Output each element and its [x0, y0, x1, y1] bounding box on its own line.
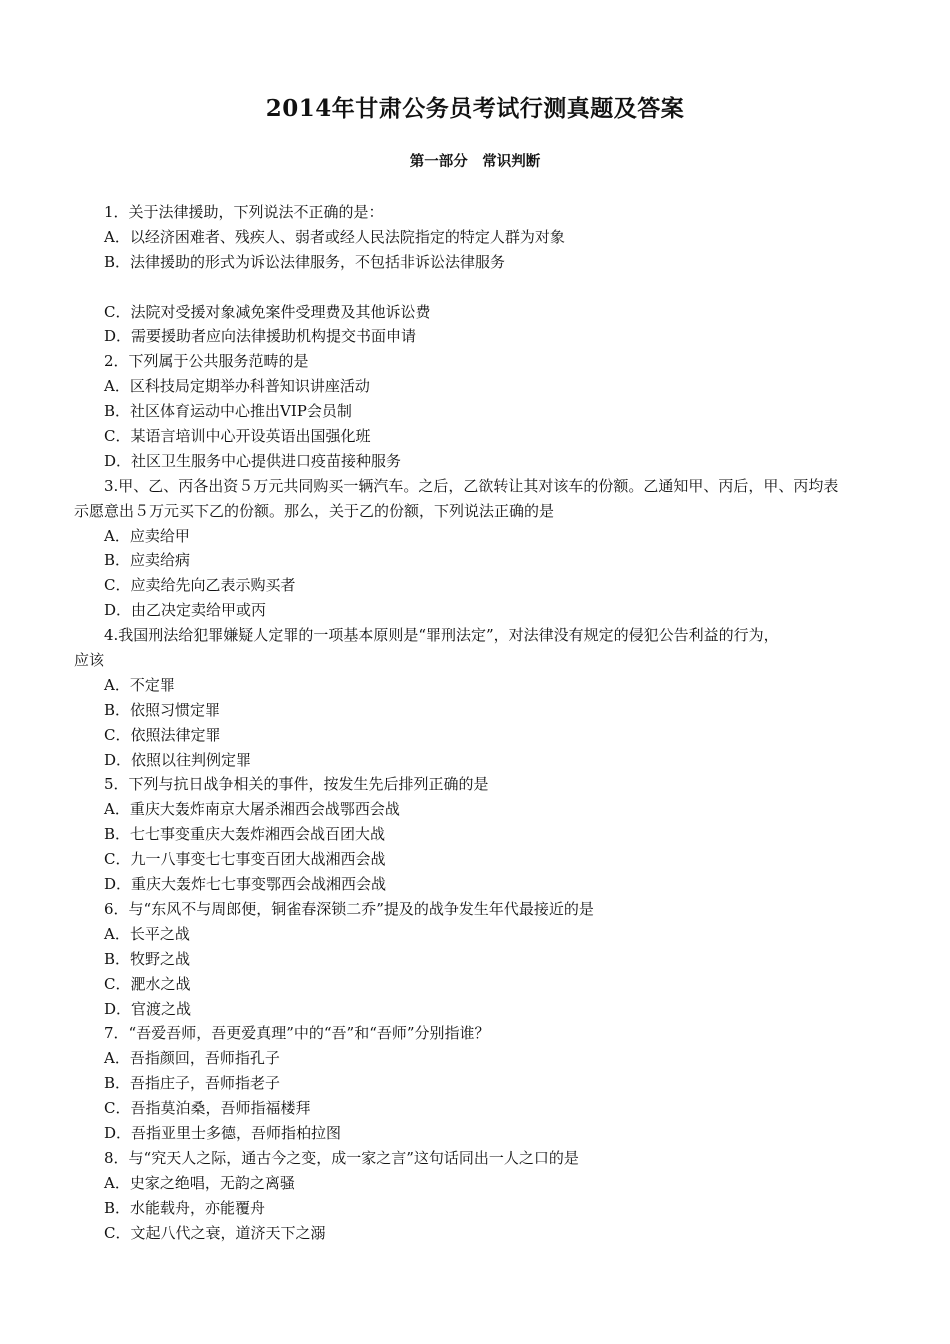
question-8-option-a: A．史家之绝唱，无韵之离骚	[104, 1173, 295, 1192]
question-3-option-a: A．应卖给甲	[104, 526, 190, 545]
question-1-option-c: C．法院对受援对象减免案件受理费及其他诉讼费	[104, 302, 431, 321]
question-6-option-a: A．长平之战	[104, 924, 190, 943]
question-4-stem-line-2: 应该	[74, 651, 105, 670]
question-6-option-d: D．官渡之战	[104, 999, 192, 1018]
question-2-stem: 2．下列属于公共服务范畴的是	[104, 352, 309, 371]
document-title: 2014年甘肃公务员考试行测真题及答案	[265, 95, 685, 122]
question-7-option-a: A．吾指颜回，吾师指孔子	[104, 1049, 280, 1068]
question-4-option-b: B．依照习惯定罪	[104, 700, 221, 719]
question-2-option-c: C．某语言培训中心开设英语出国强化班	[104, 427, 371, 446]
question-5-option-c: C．九一八事变七七事变百团大战湘西会战	[104, 850, 386, 869]
question-3-option-d: D．由乙决定卖给甲或丙	[104, 601, 267, 620]
question-1-option-b: B．法律援助的形式为诉讼法律服务，不包括非诉讼法律服务	[104, 252, 506, 271]
question-4-option-a: A．不定罪	[104, 675, 175, 694]
question-3-option-b: B．应卖给病	[104, 551, 191, 570]
question-4-stem-line-1: 4.我国刑法给犯罪嫌疑人定罪的一项基本原则是“罪刑法定”，对法律没有规定的侵犯公告利益的行为，	[104, 626, 779, 645]
question-4-option-d: D．依照以往判例定罪	[104, 750, 252, 769]
question-7-stem: 7．“吾爱吾师，吾更爱真理”中的“吾”和“吾师”分别指谁？	[104, 1024, 490, 1043]
question-7-option-c: C．吾指莫泊桑，吾师指福楼拜	[104, 1099, 311, 1118]
question-6-option-b: B．牧野之战	[104, 949, 191, 968]
question-1-option-d: D．需要援助者应向法律援助机构提交书面申请	[104, 327, 417, 346]
question-3-stem-line-1: 3.甲、乙、丙各出资５万元共同购买一辆汽车。之后，乙欲转让其对该车的份额。乙通知甲、丙后，甲、丙均表	[104, 476, 839, 495]
question-8-option-c: C．文起八代之衰，道济天下之溺	[104, 1223, 326, 1242]
section-title	[0, 150, 950, 174]
blank-line	[74, 275, 884, 300]
question-2-option-b: B．社区体育运动中心推出VIP会员制	[104, 402, 352, 421]
question-1-option-a: A．以经济困难者、残疾人、弱者或经人民法院指定的特定人群为对象	[104, 227, 565, 246]
question-5-option-a: A．重庆大轰炸南京大屠杀湘西会战鄂西会战	[104, 800, 400, 819]
question-5-option-d: D．重庆大轰炸七七事变鄂西会战湘西会战	[104, 875, 387, 894]
question-3-stem-line-2: 示愿意出５万元买下乙的份额。那么，关于乙的份额，下列说法正确的是	[74, 501, 555, 520]
question-5-option-b: B．七七事变重庆大轰炸湘西会战百团大战	[104, 825, 386, 844]
question-2-option-d: D．社区卫生服务中心提供进口疫苗接种服务	[104, 451, 402, 470]
question-8-option-b: B．水能载舟，亦能覆舟	[104, 1198, 266, 1217]
question-4-option-c: C．依照法律定罪	[104, 725, 221, 744]
question-3-option-c: C．应卖给先向乙表示购买者	[104, 576, 296, 595]
question-7-option-d: D．吾指亚里士多德，吾师指柏拉图	[104, 1123, 342, 1142]
question-2-option-a: A．区科技局定期举办科普知识讲座活动	[104, 377, 370, 396]
question-8-stem: 8．与“究天人之际，通古今之变，成一家之言”这句话同出一人之口的是	[104, 1148, 579, 1167]
question-1-stem: 1．关于法律援助，下列说法不正确的是：	[104, 203, 384, 221]
question-7-option-b: B．吾指庄子，吾师指老子	[104, 1074, 281, 1093]
question-6-stem: 6．与“东风不与周郎便，铜雀春深锁二乔”提及的战争发生年代最接近的是	[104, 899, 594, 918]
question-list	[74, 200, 884, 1245]
section-title-text: 第一部分 常识判断	[409, 153, 541, 170]
question-5-stem: 5．下列与抗日战争相关的事件，按发生先后排列正确的是	[104, 775, 489, 794]
question-6-option-c: C．淝水之战	[104, 974, 191, 993]
